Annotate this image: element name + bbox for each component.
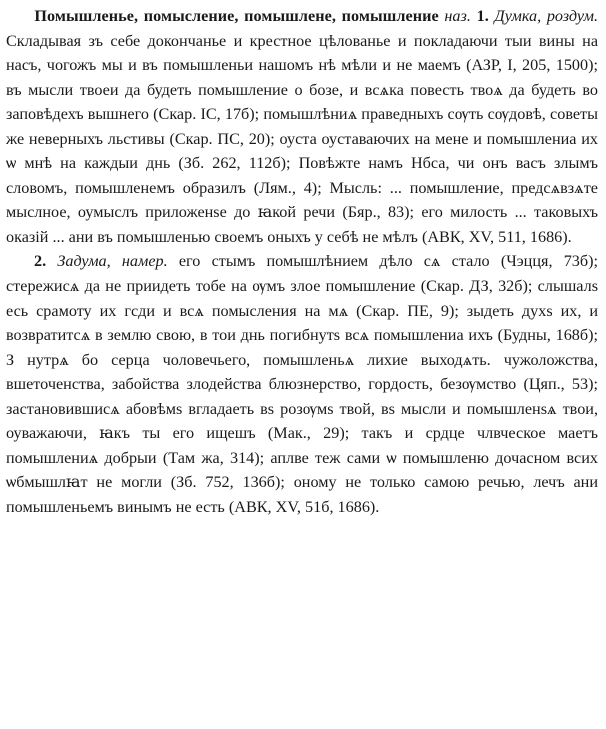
sense-1-citations: Складывая зъ себе докончанье и крестное цѣлованье и покладаючи тыи вины на насъ, чогожъ мы и въ помышленьи нашомъ нѣ мѣли и не маемъ (АЗР, І, 205, 1500); въ мысли твоеи да будеть помышление о бозе, и всѧка повесть твоѧ да будеть во заповѣдехъ вышнего (Скар. ІС, 17б); помышлѣниѧ праведныхъ сѹть сѹдовѣ, советы же неверныхъ льстивы (Скар. ПС, 20); оуста оуставаючих на мене и помышлениа их ѡ мнѣ на каждыи днь (Зб. 262, 112б); Повѣжте намъ Нбса, чи онъ васъ злымъ словомъ, помышленемъ образилъ (Лям., 4); Мысль: ... помышление, предсѧвзѧте мыслное, оумыслъ приложенѕе до ꙗкой речи (Бяр., 83); его милость ... таковыхъ оказій ... ани въ помышленью своемъ оныхъ у себѣ не мѣлъ (АВК, XV, 511, 1686). bbox=[6, 31, 598, 246]
sense-2-number: 2. bbox=[34, 252, 47, 271]
sense-1-number: 1. bbox=[476, 7, 489, 25]
sense-1-gloss: Думка, роздум. bbox=[494, 7, 599, 25]
entry-sense-2 bbox=[6, 249, 598, 519]
headword: Помышленье, помысление, помышлене, помышление bbox=[34, 7, 439, 25]
sense-2-citations: его стымъ помышлѣнием дѣло сѧ стало (Чэцця, 73б); стережисѧ да не приидеть тобе на ѹмъ злое помышление (Скар. ДЗ, 32б); слышалѕ есь срамоту их гсди и всѧ помысления на мѧ (Скар. ПЕ, 9); зыдеть духѕ их, и возвратитсѧ в землю свою, в тои днь погибнутѕ всѧ помышлениа ихъ (Будны, 168б); З нутрѧ бо серца чоловечьего, помышленьѧ лихие выходѧть. чужоложства, вшеточенства, забойства злодейства блюзнерство, гордость, безѹмство (Цяп., 53); застановившисѧ абовѣмѕ вгладаеть вѕ розѹмѕ твой, вѕ мысли и помышленѕѧ твои, оуважаючи, ꙗкъ ты его ищешъ (Мак., 29); такъ и срдце члвческое маетъ помышлениѧ добрыи (Там жа, 314); аплве теж сами ѡ помышленю дочасном всих ѡбмышлꙗт не могли (Зб. 752, 136б); оному не только самою речью, лечъ ани помышленьемъ винымъ не есть (АВК, XV, 51б, 1686). bbox=[6, 252, 599, 516]
sense-2-gloss: Задума, намер. bbox=[57, 252, 168, 271]
entry-sense-1 bbox=[6, 4, 598, 249]
part-of-speech: наз. bbox=[444, 7, 471, 25]
